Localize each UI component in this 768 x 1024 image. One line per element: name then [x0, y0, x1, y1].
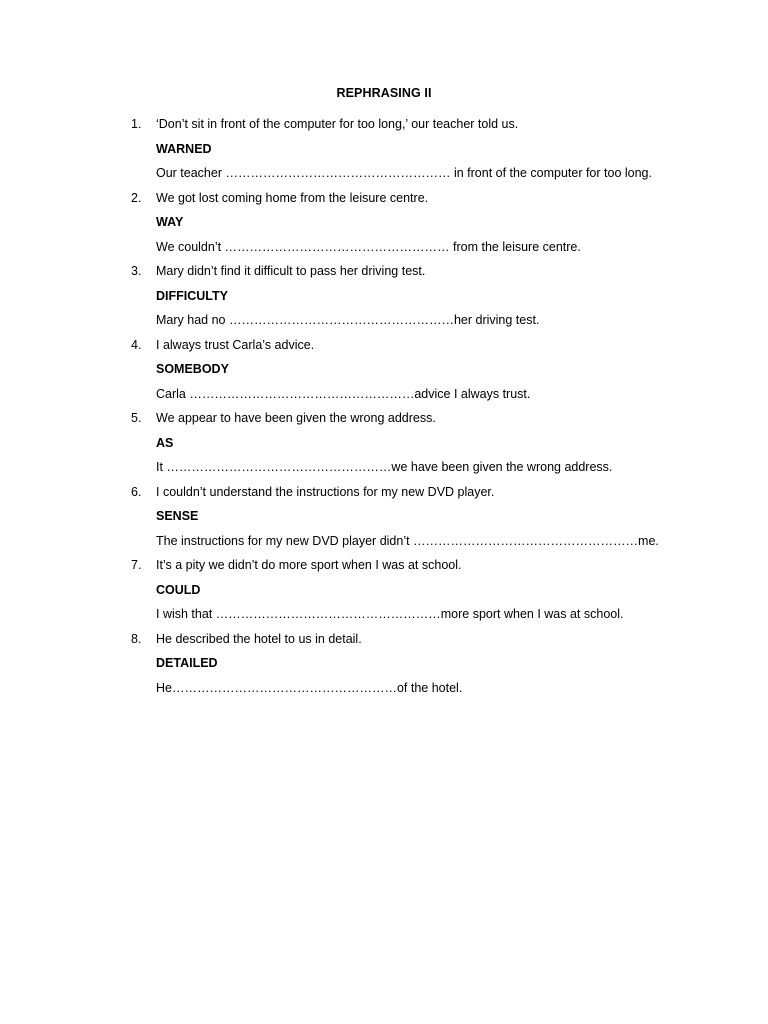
exercise-sentence: We appear to have been given the wrong address.	[156, 411, 436, 425]
exercise-answer: I wish that ………………………………………………more sport when I was at school.	[156, 607, 624, 621]
exercise-sentence: I always trust Carla’s advice.	[156, 337, 315, 352]
exercise-keyword: COULD	[156, 582, 201, 597]
exercise-item	[131, 112, 691, 186]
exercise-number: 6.	[131, 484, 142, 499]
exercise-keyword: WARNED	[156, 141, 212, 156]
exercise-sentence-line	[131, 553, 691, 578]
exercise-sentence-line	[131, 480, 691, 505]
exercise-sentence-line	[131, 112, 691, 137]
exercise-sentence-line	[131, 259, 691, 284]
exercise-item	[131, 553, 691, 627]
exercise-keyword: SOMEBODY	[156, 362, 229, 376]
exercise-answer: He………………………………………………of the hotel.	[156, 680, 463, 695]
exercise-item	[131, 186, 691, 260]
exercise-item	[131, 406, 691, 480]
exercise-number: 3.	[131, 264, 142, 278]
exercise-sentence-line	[131, 406, 691, 431]
exercise-keyword: SENSE	[156, 509, 199, 523]
exercise-keyword: DETAILED	[156, 656, 218, 670]
exercise-answer: It ………………………………………………we have been given the wrong address.	[156, 460, 613, 474]
exercise-item	[131, 333, 691, 407]
exercise-number: 7.	[131, 558, 142, 572]
exercise-sentence-line	[131, 186, 691, 211]
exercise-answer: Carla ………………………………………………advice I always trust.	[156, 386, 531, 401]
exercise-sentence: I couldn’t understand the instructions for my new DVD player.	[156, 484, 495, 499]
exercise-sentence: It’s a pity we didn’t do more sport when I was at school.	[156, 558, 462, 572]
exercise-item	[131, 259, 691, 333]
exercise-answer: Mary had no ………………………………………………her driving test.	[156, 313, 540, 327]
exercise-number: 1.	[131, 117, 142, 131]
exercise-item	[131, 480, 691, 554]
exercise-number: 5.	[131, 411, 142, 425]
exercise-sentence-line	[131, 627, 691, 652]
exercise-list	[131, 112, 691, 700]
exercise-sentence: We got lost coming home from the leisure centre.	[156, 190, 429, 205]
exercise-answer: Our teacher ……………………………………………… in front of the computer for too long.	[156, 166, 652, 180]
exercise-keyword: AS	[156, 435, 174, 450]
exercise-answer: We couldn’t ……………………………………………… from the leisure centre.	[156, 239, 581, 254]
exercise-keyword: DIFFICULTY	[156, 288, 228, 303]
exercise-keyword: WAY	[156, 215, 184, 229]
page-title: REPHRASING II	[336, 86, 432, 100]
exercise-answer: The instructions for my new DVD player didn’t ………………………………………………me.	[156, 533, 659, 548]
exercise-sentence: He described the hotel to us in detail.	[156, 631, 362, 646]
exercise-sentence: Mary didn’t find it difficult to pass her driving test.	[156, 264, 426, 278]
exercise-number: 2.	[131, 190, 142, 205]
exercise-item	[131, 627, 691, 701]
exercise-sentence-line	[131, 333, 691, 358]
exercise-number: 8.	[131, 631, 142, 646]
exercise-sentence: ‘Don’t sit in front of the computer for too long,’ our teacher told us.	[156, 117, 519, 131]
exercise-number: 4.	[131, 337, 142, 352]
